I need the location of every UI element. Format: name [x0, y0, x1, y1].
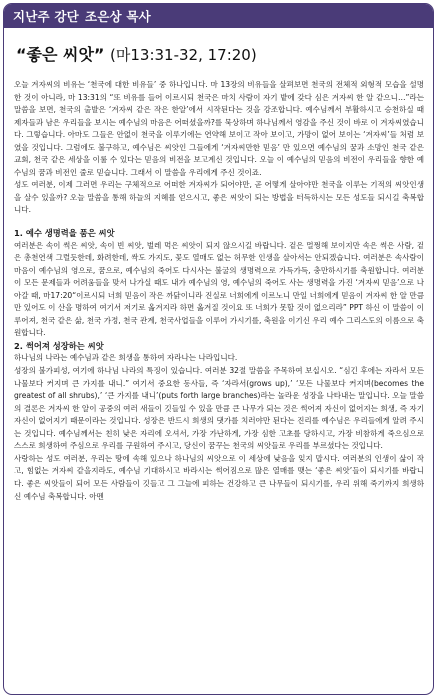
sermon-title-block	[4, 28, 433, 71]
section-heading: 2. 썩어져 성장하는 씨앗	[14, 340, 104, 351]
pastor-name: 조은상 목사	[84, 9, 151, 24]
section-paragraph: 사랑하는 성도 여러분, 우리는 땅에 속해 있으나 하나님의 씨앗으로 이 세상에 낮음을 잊지 맙시다. 여러분의 인생이 삶이 작고, 힘없는 겨자씨 같을지라도, 예수님 기대하시고 바라시는 썩어짐으로 많은 열매를 맺는 ‘좋은 씨앗’들이 되시기를 바랍니다. 좋은 씨앗들이 되어 모든 사람들이 깃들고 그 그늘에 피하는 건강하고 큰 나무들이 되시기를, 우리 위해 죽기까지 희생하신 예수님 축복합니다. 아멘	[14, 453, 424, 501]
section-paragraph: 하나님의 나라는 예수님과 같은 희생을 통하여 자라나는 나라입니다.	[14, 353, 238, 363]
column-title: 지난주 강단	[13, 9, 79, 24]
scripture-reference: (마13:31-32, 17:20)	[110, 46, 257, 64]
sermon-title	[16, 42, 423, 65]
sermon-body	[4, 71, 433, 503]
spacer	[14, 217, 424, 227]
bulletin-page	[3, 3, 434, 695]
section-paragraph: 성장의 불가피성, 여기에 하나님 나라의 특징이 있습니다. 여러분 32절 말씀을 주목하여 보십시오. “심긴 후에는 자라서 모든 나물보다 커지며 큰 가지를 내니.” 여기서 중요한 동사들, 즉 ‘자라서(grows up),’ ‘모든 나물보다 커지며(becomes the greatest of all shrubs),’ ‘큰 가지를 내니’(puts forth large branches)라는 놀라운 성장을 나타내는 말입니다. 오늘 말씀의 결론은 겨자씨 한 알이 공중의 여러 새들이 깃들일 수 있을 만큼 큰 나무가 되는 것은 썩어져 자신이 없어지는 희생, 즉 자기자신이 없어지기 때문이라는 것입니다. 성장은 반드시 희생의 댓가를 치러야만 된다는 진리를 예수님은 우리들에게 알려 주시는 것입니다. 예수님께서는 친히 낮은 자리에 오셔서, 가장 가난하게, 가장 심한 고초를 당하시고, 가장 비참하게 죽으심으로 스스로 희생하여 주심으로 우리를 구원하여 주시고, 당신이 꿈꾸는 천국의 씨앗들로 우리를 부르셨다는 것입니다.	[14, 366, 425, 451]
intro-paragraph: 성도 여러분, 이제 그러면 우리는 구체적으로 어떠한 겨자씨가 되어야만, 곧 어떻게 살아야만 천국을 이루는 기적의 씨앗인생을 살수 있을까? 오늘 말씀을 통해 하늘의 지혜를 얻으시고, 좋은 씨앗이 되는 방법을 터득하시는 모든 성도들 되시길 축복합니다.	[14, 180, 424, 215]
intro-paragraph: 오늘 겨자씨의 비유는 ‘천국에 대한 비유들’ 중 하나입니다. 마 13장의 비유들을 살펴보면 천국의 전체적 외형적 모습을 설명한 것이 아니라, 마 13:31의 “또 비유를 들어 이르시되 천국은 마치 사람이 자기 밭에 갖다 심은 겨자씨 한 알 같으니…”라는 말씀을 보면, 천국의 출발은 ‘겨자씨 같은 작은 한알’에서 시작된다는 것을 강조합니다. 예수님께서 부활하시고 승천하실 때 제자들과 남은 우리들을 보시는 예수님의 마음은 어떠셨을까?를 묵상하며 하나님께서 영감을 주신 것이 바로 이 겨자씨였습니다. 그렇습니다. 아마도 그들은 안없이 천국을 이루기에는 연약해 보이고 작아 보이고, 가망이 없어 보이는 ‘겨자씨’들 처럼 보였을 것입니다. 그럼에도 불구하고, 예수님은 씨앗인 그들에게 ‘겨자씨만한 믿음’ 만 있으면 예수님의 꿈과 소망인 천국 같은 교회, 천국 같은 세상을 이룰 수 있다는 믿음의 비전을 보고계신 것입니다. 오늘 이 예수님의 믿음의 비전이 우리들을 향한 예수님의 꿈과 비전인 줄로 믿습니다. 그래서 이 말씀을 우리에게 주신 것이죠.	[14, 80, 424, 177]
header-bar	[4, 4, 433, 28]
sermon-title-text: “좋은 씨앗”	[16, 45, 105, 64]
section-paragraph: 여러분은 속이 썩은 씨앗, 속이 빈 씨앗, 벌레 먹은 씨앗이 되지 않으시길 바랍니다. 겉은 멀쩡해 보이지만 속은 썩은 사람, 겉은 총천연색 그럴듯한데, 화려한데, 싹도 가지도, 꽃도 열매도 없는 허무한 인생을 살아서는 안되겠습니다. 여러분은 속사람이 마음이 예수님의 영으로, 꿈으로, 예수님의 죽어도 다시사는 불굴의 생명력으로 가득가득, 충만하시기를 축원합니다. 여러분이 모든 문제들과 어려움들을 맞서 나가실 때도 내가 예수님의 영, 예수님의 죽어도 사는 생명력을 가진 ‘겨자씨 믿음’으로 나아갈 때, 마17:20“이르시되 너희 믿음이 작은 까닭이니라 진실로 너희에게 이르노니 만일 너희에게 믿음이 겨자씨 한 알 만큼만 있어도 이 산을 명하여 여기서 저기로 옮겨지라 하면 옮겨질 것이요 또 너희가 못할 것이 없으리라” PPT 하신 이 말씀이 이루어져, 천국 같은 삶, 천국 가정, 천국 관계, 천국사업들을 이루어 가시기를, 축원을 이기신 우리 예수 그리스도의 이름으로 축원합니다.	[14, 240, 425, 338]
section-heading: 1. 예수 생명력을 품은 씨앗	[14, 228, 115, 239]
